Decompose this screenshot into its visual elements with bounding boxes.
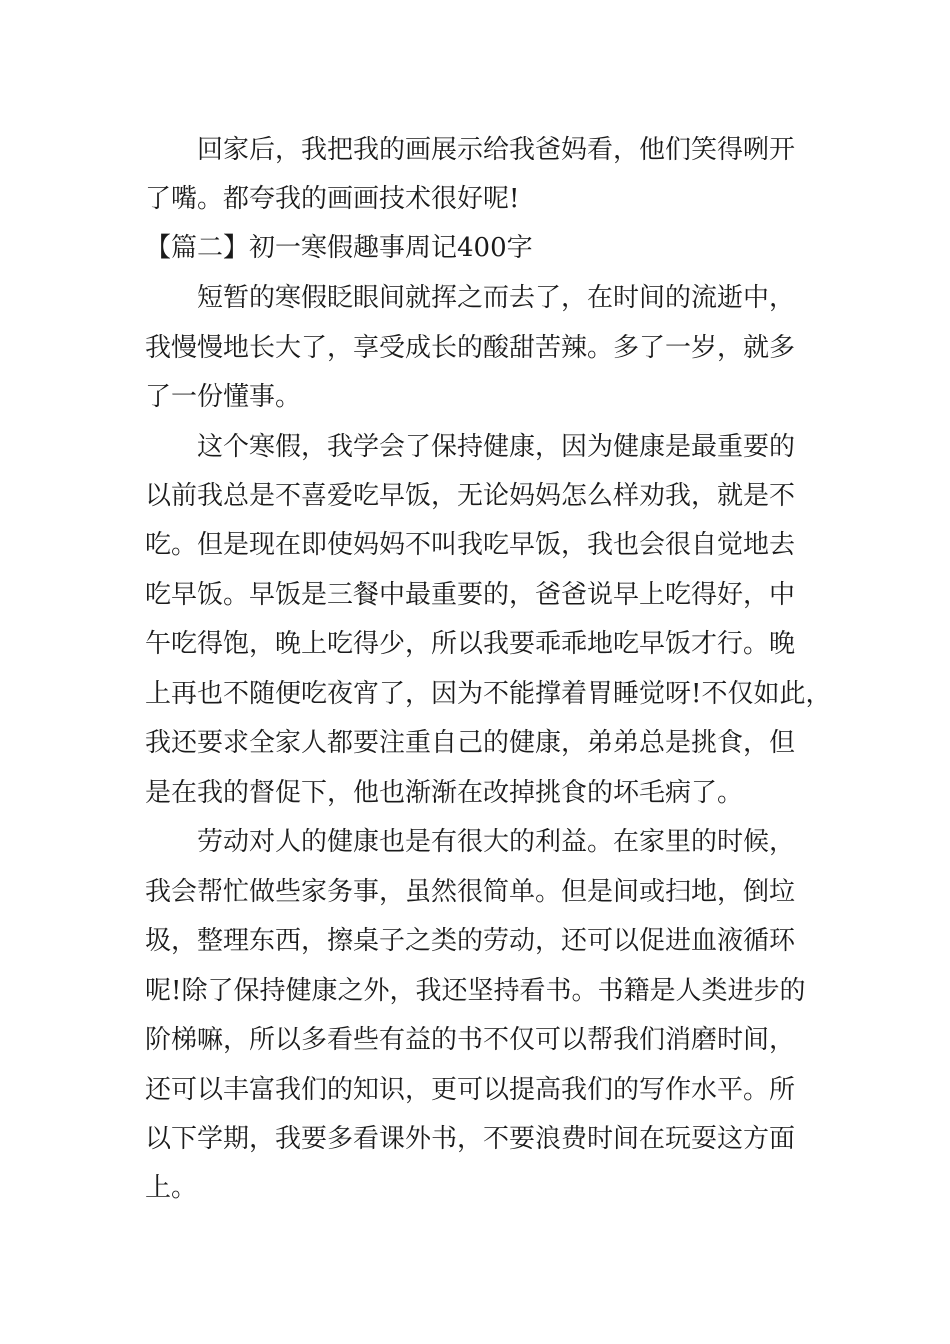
paragraph-line: 以下学期，我要多看课外书，不要浪费时间在玩耍这方面	[145, 1124, 796, 1154]
paragraph-line: 呢!除了保持健康之外，我还坚持看书。书籍是人类进步的	[145, 976, 806, 1006]
paragraph-line: 了嘴。都夸我的画画技术很好呢!	[145, 184, 520, 214]
paragraph-line: 回家后，我把我的画展示给我爸妈看，他们笑得咧开	[197, 135, 796, 165]
paragraph-line: 吃。但是现在即使妈妈不叫我吃早饭，我也会很自觉地去	[145, 530, 796, 560]
paragraph-line: 我慢慢地长大了，享受成长的酸甜苦辣。多了一岁，就多	[145, 333, 796, 363]
paragraph-line: 还可以丰富我们的知识，更可以提高我们的写作水平。所	[145, 1075, 796, 1105]
paragraph-line: 这个寒假，我学会了保持健康，因为健康是最重要的	[197, 432, 796, 462]
paragraph-line: 我还要求全家人都要注重自己的健康，弟弟总是挑食，但	[145, 728, 796, 758]
paragraph-line: 劳动对人的健康也是有很大的利益。在家里的时候，	[197, 827, 796, 857]
section-heading: 【篇二】初一寒假趣事周记400字	[145, 233, 533, 263]
paragraph-line: 阶梯嘛，所以多看些有益的书不仅可以帮我们消磨时间，	[145, 1025, 796, 1055]
paragraph-line: 圾，整理东西，擦桌子之类的劳动，还可以促进血液循环	[145, 926, 796, 956]
paragraph-line: 吃早饭。早饭是三餐中最重要的，爸爸说早上吃得好，中	[145, 580, 796, 610]
paragraph-line: 午吃得饱，晚上吃得少，所以我要乖乖地吃早饭才行。晚	[145, 629, 796, 659]
paragraph-line: 短暂的寒假眨眼间就挥之而去了，在时间的流逝中，	[197, 283, 796, 313]
paragraph-line: 我会帮忙做些家务事，虽然很简单。但是间或扫地，倒垃	[145, 877, 796, 907]
paragraph-line: 是在我的督促下，他也渐渐在改掉挑食的坏毛病了。	[145, 778, 744, 808]
paragraph-line: 上。	[145, 1173, 198, 1203]
paragraph-line: 上再也不随便吃夜宵了，因为不能撑着胃睡觉呀!不仅如此，	[145, 679, 832, 709]
paragraph-line: 了一份懂事。	[145, 382, 302, 412]
paragraph-line: 以前我总是不喜爱吃早饭，无论妈妈怎么样劝我，就是不	[145, 481, 796, 511]
